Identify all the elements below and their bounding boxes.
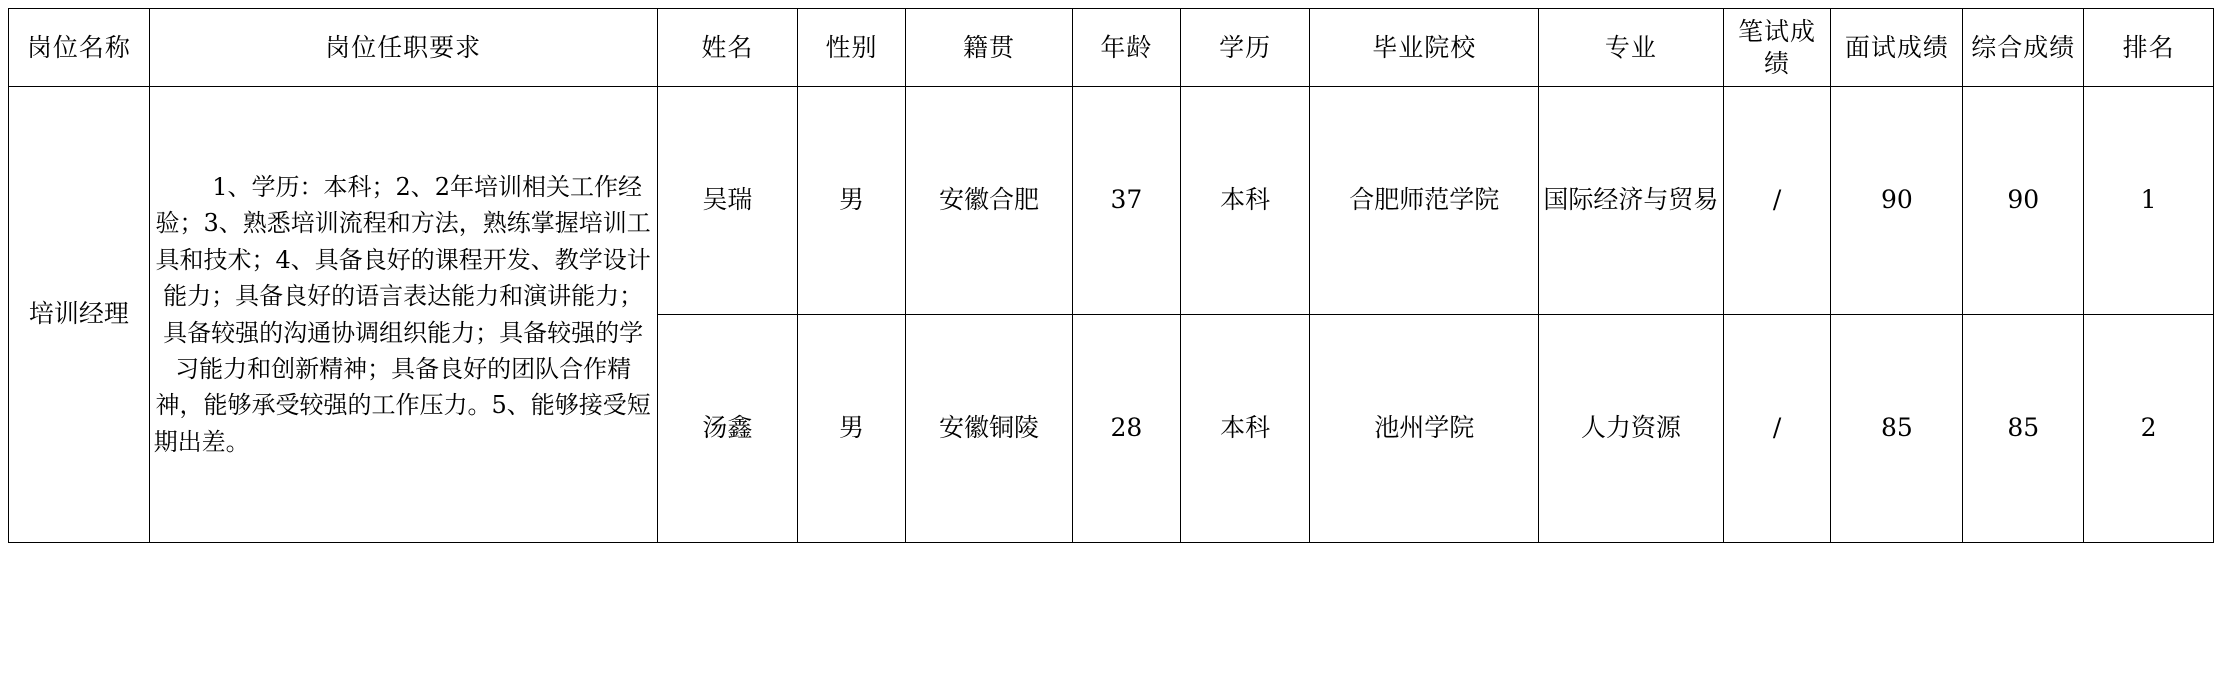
cell-name: 吴瑞 <box>657 87 798 315</box>
header-cell-total-score: 综合成绩 <box>1963 9 2084 87</box>
cell-post-name: 培训经理 <box>9 87 150 543</box>
table-body <box>9 87 2214 543</box>
header-cell-interview-score: 面试成绩 <box>1831 9 1963 87</box>
cell-written-score: / <box>1723 87 1831 315</box>
cell-education: 本科 <box>1180 315 1310 543</box>
cell-sex: 男 <box>798 87 906 315</box>
table-header <box>9 9 2214 87</box>
cell-education: 本科 <box>1180 87 1310 315</box>
cell-total-score: 85 <box>1963 315 2084 543</box>
header-cell-written-score: 笔试成绩 <box>1723 9 1831 87</box>
header-cell-school: 毕业院校 <box>1310 9 1539 87</box>
cell-major: 人力资源 <box>1539 315 1724 543</box>
cell-sex: 男 <box>798 315 906 543</box>
cell-origin: 安徽合肥 <box>905 87 1072 315</box>
cell-written-score: / <box>1723 315 1831 543</box>
header-cell-requirement: 岗位任职要求 <box>149 9 657 87</box>
header-cell-name: 姓名 <box>657 9 798 87</box>
header-cell-rank: 排名 <box>2084 9 2214 87</box>
cell-rank: 1 <box>2084 87 2214 315</box>
header-cell-post-name: 岗位名称 <box>9 9 150 87</box>
cell-school: 池州学院 <box>1310 315 1539 543</box>
table-row <box>9 87 2214 315</box>
cell-name: 汤鑫 <box>657 315 798 543</box>
cell-rank: 2 <box>2084 315 2214 543</box>
cell-age: 28 <box>1073 315 1181 543</box>
cell-interview-score: 85 <box>1831 315 1963 543</box>
cell-requirement <box>149 87 657 543</box>
cell-origin: 安徽铜陵 <box>905 315 1072 543</box>
header-cell-sex: 性别 <box>798 9 906 87</box>
cell-school: 合肥师范学院 <box>1310 87 1539 315</box>
header-cell-major: 专业 <box>1539 9 1724 87</box>
cell-interview-score: 90 <box>1831 87 1963 315</box>
requirement-text: 1、学历：本科；2、2年培训相关工作经验；3、熟悉培训流程和方法，熟练掌握培训工具和技术；4、具备良好的课程开发、教学设计能力；具备良好的语言表达能力和演讲能力；具备较强的沟通协调组织能力；具备较强的学习能力和创新精神；具备良好的团队合作精神，能够承受较强的工作压力。5、能够接受短期出差。 <box>153 172 651 456</box>
candidate-results-table <box>8 8 2214 543</box>
cell-age: 37 <box>1073 87 1181 315</box>
header-cell-education: 学历 <box>1180 9 1310 87</box>
header-cell-age: 年龄 <box>1073 9 1181 87</box>
header-cell-origin: 籍贯 <box>905 9 1072 87</box>
cell-total-score: 90 <box>1963 87 2084 315</box>
cell-major: 国际经济与贸易 <box>1539 87 1724 315</box>
header-row <box>9 9 2214 87</box>
